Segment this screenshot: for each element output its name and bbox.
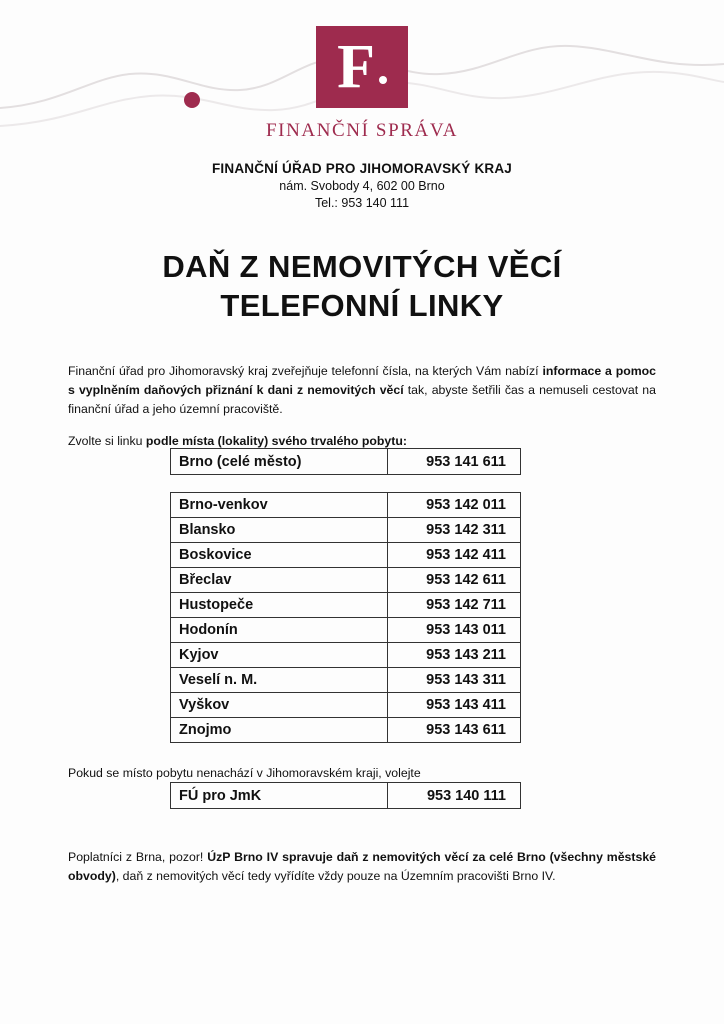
choose-bold-1: podle místa (lokality) svého trvalého pobytu: <box>145 434 407 449</box>
line-number: 953 142 011 <box>388 493 521 518</box>
office-phone: Tel.: 953 140 111 <box>314 196 410 211</box>
notfound-paragraph: Pokud se místo pobytu nenachází v Jihomoravském kraji, volejte <box>68 766 421 781</box>
table-row <box>171 693 521 718</box>
page-title-line2: TELEFONNÍ LINKY <box>220 287 504 323</box>
note-paragraph <box>68 848 656 886</box>
table-row <box>171 718 521 743</box>
line-number: 953 142 311 <box>388 518 521 543</box>
line-number: 953 143 611 <box>388 718 521 743</box>
logo-accent-dot-icon <box>184 92 200 108</box>
line-number: 953 143 311 <box>388 668 521 693</box>
line-city: Blansko <box>171 518 388 543</box>
line-city: Znojmo <box>171 718 388 743</box>
line-number: 953 142 411 <box>388 543 521 568</box>
fu-line-city: FÚ pro JmK <box>171 783 388 809</box>
line-city: Hodonín <box>171 618 388 643</box>
table-row <box>171 543 521 568</box>
table-row <box>171 668 521 693</box>
line-city: Boskovice <box>171 543 388 568</box>
logo-letter: F <box>337 33 376 101</box>
line-number: 953 142 611 <box>388 568 521 593</box>
line-number: 953 143 011 <box>388 618 521 643</box>
note-bold-1: ÚzP Brno IV spravuje daň z nemovitých věcí za celé Brno (všechny městské obvody) <box>68 850 656 884</box>
line-number: 953 143 211 <box>388 643 521 668</box>
region-lines-table <box>170 492 521 743</box>
intro-text-2: tak, abyste šetřili čas a nemuseli cestovat na finanční úřad a jeho územní pracoviště. <box>68 383 656 417</box>
line-number: 953 143 411 <box>388 693 521 718</box>
line-city: Brno-venkov <box>171 493 388 518</box>
fu-line-number: 953 140 111 <box>388 783 521 809</box>
table-row <box>171 568 521 593</box>
note-text-2: , daň z nemovitých věcí tedy vyřídíte vždy pouze na Územním pracovišti Brno IV. <box>115 869 556 884</box>
table-row <box>171 643 521 668</box>
line-city: Břeclav <box>171 568 388 593</box>
office-address: nám. Svobody 4, 602 00 Brno <box>279 179 445 194</box>
brno-main-table <box>170 448 521 475</box>
logo-brand-text: FINANČNÍ SPRÁVA <box>265 120 459 141</box>
logo-block <box>0 26 724 142</box>
line-city: Hustopeče <box>171 593 388 618</box>
logo-mark-icon <box>316 26 408 108</box>
main-line-city: Brno (celé město) <box>171 449 388 475</box>
intro-paragraph <box>68 362 656 419</box>
office-header <box>0 160 724 212</box>
page-title <box>0 248 724 326</box>
page-title-line1: DAŇ Z NEMOVITÝCH VĚCÍ <box>162 249 562 284</box>
office-name: FINANČNÍ ÚŘAD PRO JIHOMORAVSKÝ KRAJ <box>211 161 513 176</box>
line-city: Kyjov <box>171 643 388 668</box>
line-number: 953 142 711 <box>388 593 521 618</box>
table-row <box>171 783 521 809</box>
table-row <box>171 449 521 475</box>
main-line-number: 953 141 611 <box>388 449 521 475</box>
line-city: Vyškov <box>171 693 388 718</box>
table-row <box>171 493 521 518</box>
fu-jmk-table <box>170 782 521 809</box>
intro-bold-1: informace a pomoc s vyplněním daňových přiznání k dani z nemovitých věcí <box>68 364 656 398</box>
note-text-1: Poplatníci z Brna, pozor! <box>68 850 208 865</box>
choose-text-1: Zvolte si linku <box>68 434 146 449</box>
logo-period-dot <box>379 76 387 84</box>
intro-text-1: Finanční úřad pro Jihomoravský kraj zveřejňuje telefonní čísla, na kterých Vám nabízí <box>68 364 543 379</box>
table-row <box>171 618 521 643</box>
line-city: Veselí n. M. <box>171 668 388 693</box>
table-row <box>171 593 521 618</box>
table-row <box>171 518 521 543</box>
